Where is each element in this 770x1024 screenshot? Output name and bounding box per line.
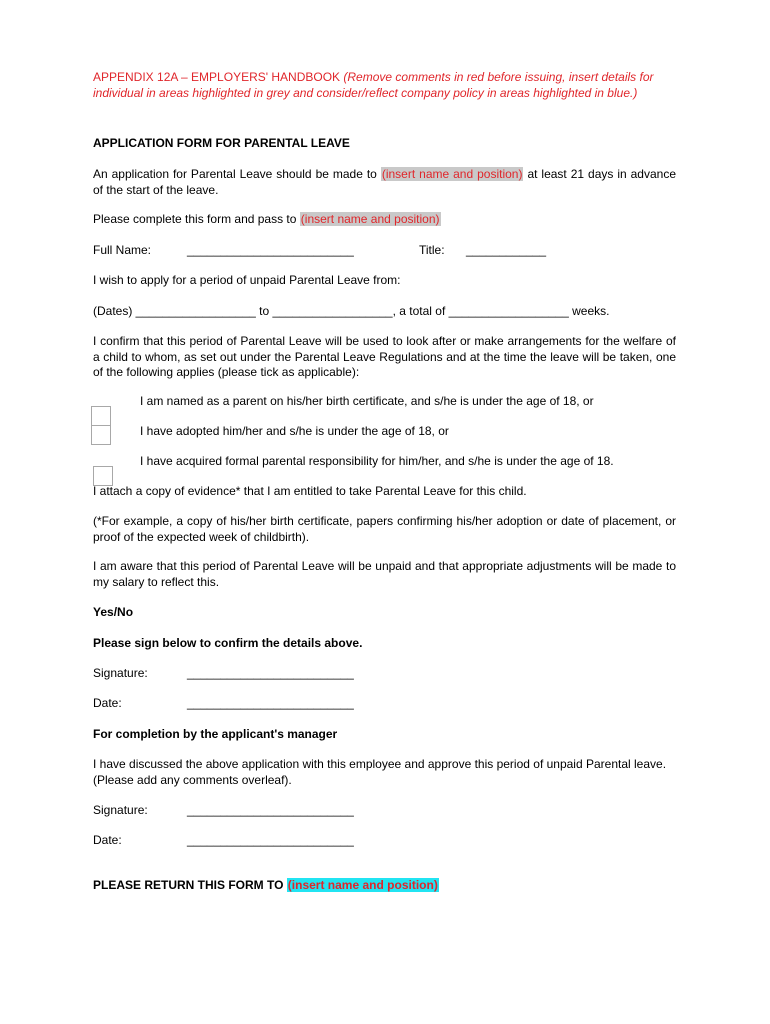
sign-heading: Please sign below to confirm the details above. [93,636,363,650]
option-text-2: I have adopted him/her and s/he is under the age of 18, or [140,424,449,438]
pass-to-text: Please complete this form and pass to [93,212,297,226]
intro-text-before: An application for Parental Leave should be made to [93,167,377,181]
applicant-signature-label: Signature: [93,666,148,680]
return-placeholder[interactable]: (insert name and position) [287,878,438,892]
return-text: PLEASE RETURN THIS FORM TO [93,878,284,892]
option-checkbox-1[interactable] [91,406,111,426]
manager-signature-label: Signature: [93,803,148,817]
title-label: Title: [419,243,445,257]
intro-paragraph [93,167,676,198]
manager-date-field[interactable]: _________________________ [187,833,354,847]
option-checkbox-3[interactable] [93,466,113,486]
intro-text-after: at least 21 days in advance of the start of the leave. [93,167,676,197]
example-text: (*For example, a copy of his/her birth certificate, papers confirming his/her adoption or date of placement, or proof of the expected week of childbirth). [93,514,676,544]
aware-text: I am aware that this period of Parental Leave will be unpaid and that appropriate adjustments will be made to my salary to reflect this. [93,559,676,589]
return-line [93,878,676,894]
option-text-1: I am named as a parent on his/her birth certificate, and s/he is under the age of 18, or [140,394,594,408]
manager-signature-field[interactable]: _________________________ [187,803,354,817]
evidence-text: I attach a copy of evidence* that I am entitled to take Parental Leave for this child. [93,484,527,498]
applicant-date-field[interactable]: _________________________ [187,696,354,710]
option-checkbox-2[interactable] [91,425,111,445]
title-field[interactable]: ____________ [466,243,547,257]
applicant-date-label: Date: [93,696,122,710]
pass-to-placeholder[interactable]: (insert name and position) [300,212,440,226]
applicant-signature-field[interactable]: _________________________ [187,666,354,680]
confirm-paragraph: I confirm that this period of Parental Leave will be used to look after or make arrangements for the welfare of a child to whom, as set out under the Parental Leave Regulations and at the time the leave will be taken, one of the following applies (please tick as applicable): [93,334,676,379]
appendix-comment: (Remove comments in red before issuing, insert details for individual in areas highlighted in grey and consider/reflect company policy in areas highlighted in blue.) [93,70,654,100]
manager-text: I have discussed the above application with this employee and approve this period of unpaid Parental leave. (Please add any comments overleaf). [93,757,667,787]
manager-date-label: Date: [93,833,122,847]
form-title: APPLICATION FORM FOR PARENTAL LEAVE [93,136,350,150]
apply-text: I wish to apply for a period of unpaid Parental Leave from: [93,273,401,287]
full-name-label: Full Name: [93,243,152,257]
appendix-title: APPENDIX 12A – EMPLOYERS' HANDBOOK [93,70,341,84]
intro-placeholder[interactable]: (insert name and position) [381,167,523,181]
dates-line[interactable]: (Dates) __________________ to __________________, a total of __________________ weeks. [93,304,610,318]
option-text-3: I have acquired formal parental responsibility for him/her, and s/he is under the age of 18. [140,454,614,468]
appendix-header [93,70,676,101]
yes-no-choice[interactable]: Yes/No [93,605,134,619]
manager-heading: For completion by the applicant's manager [93,727,338,741]
full-name-field[interactable]: _________________________ [187,243,354,257]
pass-to-paragraph [93,212,676,228]
